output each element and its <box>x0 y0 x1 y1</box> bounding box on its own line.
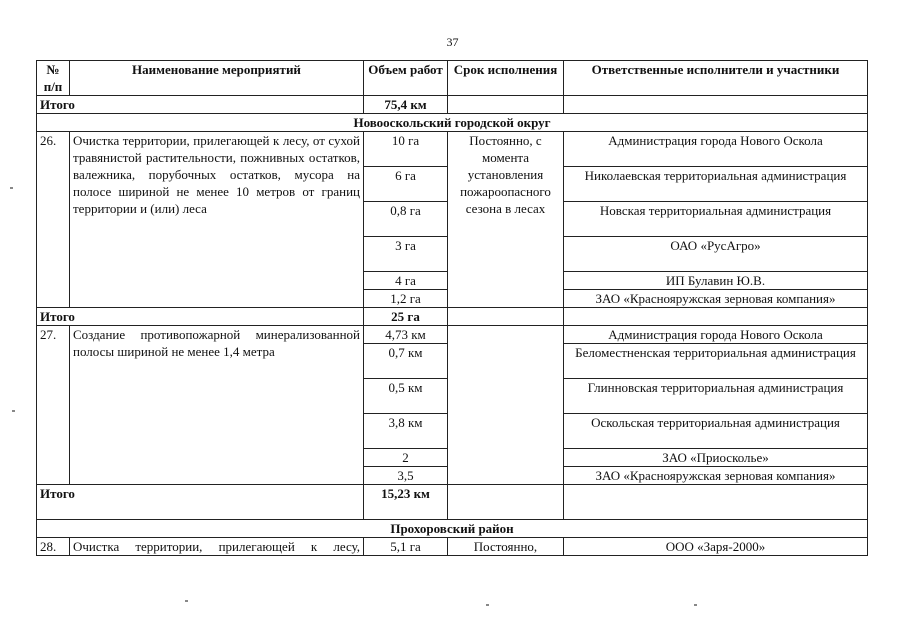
total-label: Итого <box>37 485 364 520</box>
scan-dot <box>12 410 15 412</box>
total-label: Итого <box>37 308 364 326</box>
total-value: 25 га <box>364 308 448 326</box>
volume-cell: 0,7 км <box>364 344 448 379</box>
volume-cell: 10 га <box>364 132 448 167</box>
volume-cell: 3,8 км <box>364 414 448 449</box>
volume-cell: 1,2 га <box>364 290 448 308</box>
section-row <box>37 114 868 132</box>
executor-cell: Новская территориальная администрация <box>564 202 868 237</box>
volume-cell: 5,1 га <box>364 538 448 556</box>
scan-dot <box>486 604 489 606</box>
executor-cell: Администрация города Нового Оскола <box>564 132 868 167</box>
term-cell: Постоянно, с момента установления пожароопасного сезона в лесах <box>448 132 564 308</box>
row-text: Создание противопожарной минерализованной полосы шириной не менее 1,4 метра <box>70 326 364 485</box>
row-num: 26. <box>37 132 70 308</box>
executor-cell: ЗАО «Красноярyжская зерновая компания» <box>564 467 868 485</box>
total-value: 75,4 км <box>364 96 448 114</box>
scan-dot <box>185 600 188 602</box>
header-volume: Объем работ <box>364 61 448 96</box>
header-name: Наименование мероприятий <box>70 61 364 96</box>
total-row <box>37 308 868 326</box>
executor-cell: ООО «Заря-2000» <box>564 538 868 556</box>
volume-cell: 0,8 га <box>364 202 448 237</box>
total-label: Итого <box>37 96 364 114</box>
table-row <box>37 538 868 556</box>
volume-cell: 0,5 км <box>364 379 448 414</box>
executor-cell: Оскольская территориальная администрация <box>564 414 868 449</box>
header-num: № п/п <box>37 61 70 96</box>
executor-cell: ОАО «РусАгро» <box>564 237 868 272</box>
executor-cell: Николаевская территориальная администрация <box>564 167 868 202</box>
executor-cell: Глинновская территориальная администрация <box>564 379 868 414</box>
volume-cell: 4,73 км <box>364 326 448 344</box>
total-row <box>37 485 868 520</box>
table-row <box>37 132 868 167</box>
header-executors: Ответственные исполнители и участники <box>564 61 868 96</box>
table-row <box>37 326 868 344</box>
scan-dot <box>694 604 697 606</box>
page-number: 37 <box>446 35 459 49</box>
volume-cell: 4 га <box>364 272 448 290</box>
section-title: Прохоровский район <box>37 520 868 538</box>
volume-cell: 6 га <box>364 167 448 202</box>
total-value: 15,23 км <box>364 485 448 520</box>
total-row <box>37 96 868 114</box>
scan-dot <box>10 187 13 189</box>
volume-cell: 2 <box>364 449 448 467</box>
executor-cell: ИП Булавин Ю.В. <box>564 272 868 290</box>
row-num: 27. <box>37 326 70 485</box>
row-text: Очистка территории, прилегающей к лесу, <box>70 538 364 556</box>
executor-cell: ЗАО «Приосколье» <box>564 449 868 467</box>
section-row <box>37 520 868 538</box>
executor-cell: ЗАО «Красноярyжская зерновая компания» <box>564 290 868 308</box>
measures-table <box>36 60 868 556</box>
row-num: 28. <box>37 538 70 556</box>
executor-cell: Беломестненская территориальная администрация <box>564 344 868 379</box>
header-row <box>37 61 868 96</box>
row-text: Очистка территории, прилегающей к лесу, от сухой травянистой растительности, пожнивных остатков, валежника, порубочных остатков, мусора на полосе шириной не менее 10 метров от границ территории и (или) леса <box>70 132 364 308</box>
term-cell <box>448 326 564 485</box>
section-title: Новооскольский городской округ <box>37 114 868 132</box>
executor-cell: Администрация города Нового Оскола <box>564 326 868 344</box>
term-cell: Постоянно, <box>448 538 564 556</box>
header-term: Срок исполнения <box>448 61 564 96</box>
volume-cell: 3 га <box>364 237 448 272</box>
volume-cell: 3,5 <box>364 467 448 485</box>
